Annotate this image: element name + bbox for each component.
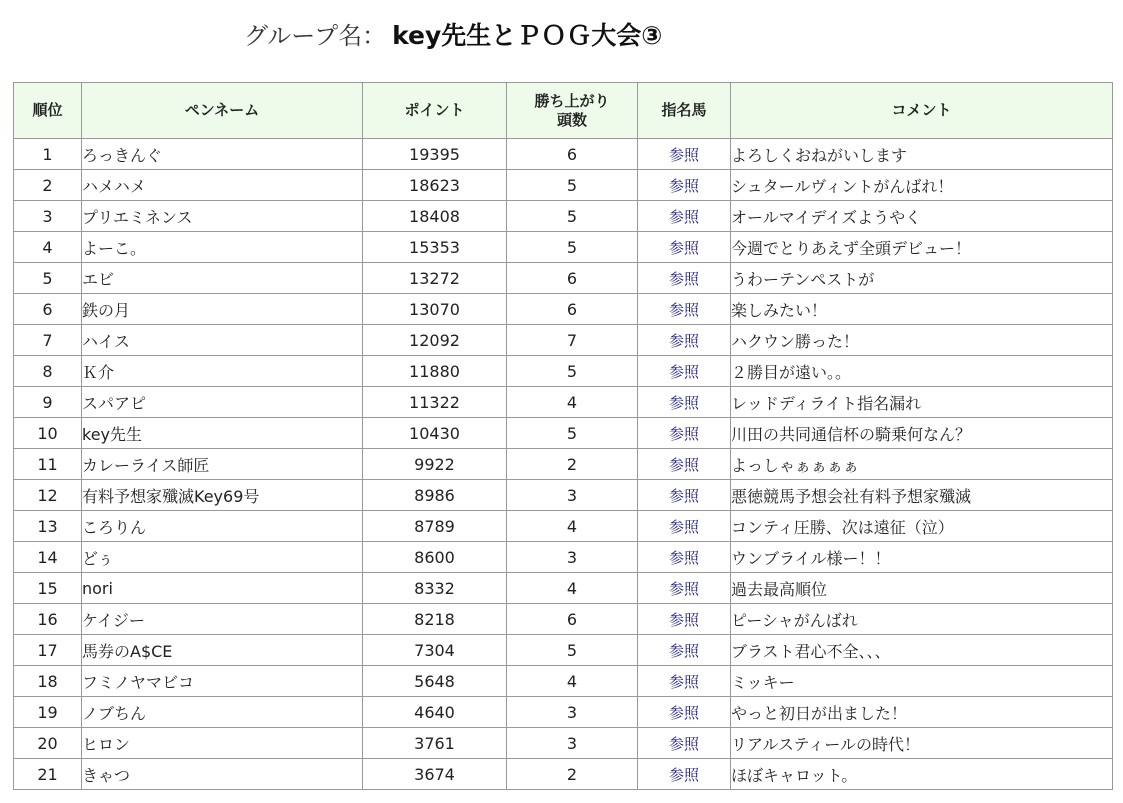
- winners-cell: 4: [507, 511, 638, 542]
- winners-cell: 5: [507, 635, 638, 666]
- comment-cell: 今週でとりあえず全頭デビュー！: [731, 232, 1113, 263]
- group-name: key先生とＰＯＧ大会③: [392, 21, 663, 50]
- penname-cell: よーこ。: [82, 232, 363, 263]
- horses-cell: [638, 418, 731, 449]
- comment-cell: ミッキー: [731, 666, 1113, 697]
- view-horses-link[interactable]: 参照: [668, 641, 699, 660]
- view-horses-link[interactable]: 参照: [668, 176, 699, 195]
- horses-cell: [638, 449, 731, 480]
- rank-cell: 19: [14, 697, 82, 728]
- points-cell: 18408: [363, 201, 507, 232]
- table-row: [14, 170, 1113, 201]
- view-horses-link[interactable]: 参照: [668, 672, 699, 691]
- penname-cell: 馬券のA$CE: [82, 635, 363, 666]
- points-cell: 11322: [363, 387, 507, 418]
- points-cell: 18623: [363, 170, 507, 201]
- table-row: [14, 573, 1113, 604]
- penname-cell: プリエミネンス: [82, 201, 363, 232]
- winners-cell: 5: [507, 356, 638, 387]
- horses-cell: [638, 604, 731, 635]
- table-row: [14, 697, 1113, 728]
- view-horses-link[interactable]: 参照: [668, 424, 699, 443]
- view-horses-link[interactable]: 参照: [668, 610, 699, 629]
- col-winners-header-line2: 頭数: [556, 110, 587, 129]
- winners-cell: 2: [507, 759, 638, 790]
- horses-cell: [638, 325, 731, 356]
- rank-cell: 18: [14, 666, 82, 697]
- table-row: [14, 418, 1113, 449]
- penname-cell: ころりん: [82, 511, 363, 542]
- table-row: [14, 728, 1113, 759]
- winners-cell: 6: [507, 604, 638, 635]
- horses-cell: [638, 759, 731, 790]
- horses-cell: [638, 201, 731, 232]
- view-horses-link[interactable]: 参照: [668, 455, 699, 474]
- view-horses-link[interactable]: 参照: [668, 579, 699, 598]
- points-cell: 8332: [363, 573, 507, 604]
- col-rank-header: 順位: [14, 83, 82, 139]
- comment-cell: ほぼキャロット。: [731, 759, 1113, 790]
- col-comment-header: コメント: [731, 83, 1113, 139]
- horses-cell: [638, 542, 731, 573]
- rank-cell: 16: [14, 604, 82, 635]
- points-cell: 9922: [363, 449, 507, 480]
- col-winners-header-line1: 勝ち上がり: [534, 91, 610, 110]
- group-title: [244, 18, 662, 54]
- winners-cell: 7: [507, 325, 638, 356]
- points-cell: 8600: [363, 542, 507, 573]
- col-horses-header: 指名馬: [638, 83, 731, 139]
- view-horses-link[interactable]: 参照: [668, 486, 699, 505]
- table-row: [14, 356, 1113, 387]
- winners-cell: 6: [507, 263, 638, 294]
- horses-cell: [638, 666, 731, 697]
- rank-cell: 9: [14, 387, 82, 418]
- penname-cell: ろっきんぐ: [82, 139, 363, 170]
- comment-cell: 悪徳競馬予想会社有料予想家殲滅: [731, 480, 1113, 511]
- rank-cell: 17: [14, 635, 82, 666]
- comment-cell: よろしくおねがいします: [731, 139, 1113, 170]
- winners-cell: 3: [507, 542, 638, 573]
- comment-cell: やっと初日が出ました！: [731, 697, 1113, 728]
- winners-cell: 3: [507, 728, 638, 759]
- comment-cell: コンティ圧勝、次は遠征（泣）: [731, 511, 1113, 542]
- horses-cell: [638, 294, 731, 325]
- comment-cell: 川田の共同通信杯の騎乗何なん？: [731, 418, 1113, 449]
- rank-cell: 12: [14, 480, 82, 511]
- winners-cell: 4: [507, 387, 638, 418]
- horses-cell: [638, 263, 731, 294]
- rank-cell: 13: [14, 511, 82, 542]
- penname-cell: ハメハメ: [82, 170, 363, 201]
- horses-cell: [638, 356, 731, 387]
- points-cell: 8789: [363, 511, 507, 542]
- points-cell: 19395: [363, 139, 507, 170]
- penname-cell: ノブちん: [82, 697, 363, 728]
- penname-cell: どぅ: [82, 542, 363, 573]
- horses-cell: [638, 139, 731, 170]
- table-row: [14, 387, 1113, 418]
- comment-cell: シュタールヴィントがんばれ！: [731, 170, 1113, 201]
- comment-cell: よっしゃぁぁぁぁ: [731, 449, 1113, 480]
- rank-cell: 4: [14, 232, 82, 263]
- points-cell: 3674: [363, 759, 507, 790]
- view-horses-link[interactable]: 参照: [668, 331, 699, 350]
- penname-cell: エビ: [82, 263, 363, 294]
- winners-cell: 2: [507, 449, 638, 480]
- table-row: [14, 666, 1113, 697]
- points-cell: 8986: [363, 480, 507, 511]
- view-horses-link[interactable]: 参照: [668, 548, 699, 567]
- points-cell: 7304: [363, 635, 507, 666]
- table-row: [14, 480, 1113, 511]
- penname-cell: 有料予想家殲滅Key69号: [82, 480, 363, 511]
- horses-cell: [638, 573, 731, 604]
- ranking-table: [13, 82, 1113, 790]
- view-horses-link[interactable]: 参照: [668, 300, 699, 319]
- view-horses-link[interactable]: 参照: [668, 703, 699, 722]
- comment-cell: ハクウン勝った！: [731, 325, 1113, 356]
- view-horses-link[interactable]: 参照: [668, 145, 699, 164]
- table-row: [14, 635, 1113, 666]
- horses-cell: [638, 697, 731, 728]
- table-row: [14, 449, 1113, 480]
- horses-cell: [638, 387, 731, 418]
- table-row: [14, 263, 1113, 294]
- points-cell: 5648: [363, 666, 507, 697]
- view-horses-link[interactable]: 参照: [668, 517, 699, 536]
- penname-cell: Ｋ介: [82, 356, 363, 387]
- table-row: [14, 511, 1113, 542]
- points-cell: 4640: [363, 697, 507, 728]
- winners-cell: 5: [507, 232, 638, 263]
- winners-cell: 3: [507, 697, 638, 728]
- winners-cell: 5: [507, 418, 638, 449]
- points-cell: 3761: [363, 728, 507, 759]
- table-row: [14, 759, 1113, 790]
- winners-cell: 6: [507, 139, 638, 170]
- rank-cell: 21: [14, 759, 82, 790]
- comment-cell: オールマイデイズようやく: [731, 201, 1113, 232]
- col-penname-header: ペンネーム: [82, 83, 363, 139]
- rank-cell: 14: [14, 542, 82, 573]
- comment-cell: ２勝目が遠い。。: [731, 356, 1113, 387]
- comment-cell: うわーテンペストが: [731, 263, 1113, 294]
- table-row: [14, 232, 1113, 263]
- table-row: [14, 201, 1113, 232]
- points-cell: 13070: [363, 294, 507, 325]
- comment-cell: ピーシャがんばれ: [731, 604, 1113, 635]
- rank-cell: 1: [14, 139, 82, 170]
- table-row: [14, 325, 1113, 356]
- table-header-row: [14, 83, 1113, 139]
- rank-cell: 8: [14, 356, 82, 387]
- points-cell: 15353: [363, 232, 507, 263]
- col-winners-header: [507, 83, 638, 139]
- penname-cell: カレーライス師匠: [82, 449, 363, 480]
- rank-cell: 3: [14, 201, 82, 232]
- table-row: [14, 294, 1113, 325]
- comment-cell: 過去最高順位: [731, 573, 1113, 604]
- penname-cell: スパアピ: [82, 387, 363, 418]
- col-points-header: ポイント: [363, 83, 507, 139]
- rank-cell: 7: [14, 325, 82, 356]
- winners-cell: 5: [507, 170, 638, 201]
- comment-cell: ブラスト君心不全、、、: [731, 635, 1113, 666]
- points-cell: 10430: [363, 418, 507, 449]
- points-cell: 13272: [363, 263, 507, 294]
- penname-cell: 鉄の月: [82, 294, 363, 325]
- rank-cell: 10: [14, 418, 82, 449]
- view-horses-link[interactable]: 参照: [668, 362, 699, 381]
- points-cell: 12092: [363, 325, 507, 356]
- winners-cell: 4: [507, 573, 638, 604]
- horses-cell: [638, 728, 731, 759]
- penname-cell: ヒロン: [82, 728, 363, 759]
- horses-cell: [638, 511, 731, 542]
- table-row: [14, 542, 1113, 573]
- points-cell: 11880: [363, 356, 507, 387]
- view-horses-link[interactable]: 参照: [668, 393, 699, 412]
- winners-cell: 4: [507, 666, 638, 697]
- group-name-label: グループ名：: [244, 22, 387, 50]
- horses-cell: [638, 635, 731, 666]
- rank-cell: 2: [14, 170, 82, 201]
- penname-cell: ハイス: [82, 325, 363, 356]
- view-horses-link[interactable]: 参照: [668, 734, 699, 753]
- winners-cell: 6: [507, 294, 638, 325]
- comment-cell: 楽しみたい！: [731, 294, 1113, 325]
- penname-cell: key先生: [82, 418, 363, 449]
- comment-cell: レッドディライト指名漏れ: [731, 387, 1113, 418]
- view-horses-link[interactable]: 参照: [668, 765, 699, 784]
- horses-cell: [638, 480, 731, 511]
- penname-cell: nori: [82, 573, 363, 604]
- rank-cell: 20: [14, 728, 82, 759]
- comment-cell: リアルスティールの時代！: [731, 728, 1113, 759]
- penname-cell: ケイジー: [82, 604, 363, 635]
- penname-cell: きゃつ: [82, 759, 363, 790]
- penname-cell: フミノヤマビコ: [82, 666, 363, 697]
- rank-cell: 15: [14, 573, 82, 604]
- view-horses-link[interactable]: 参照: [668, 269, 699, 288]
- comment-cell: ウンブライル様ー！！: [731, 542, 1113, 573]
- winners-cell: 5: [507, 201, 638, 232]
- view-horses-link[interactable]: 参照: [668, 207, 699, 226]
- rank-cell: 11: [14, 449, 82, 480]
- horses-cell: [638, 170, 731, 201]
- rank-cell: 6: [14, 294, 82, 325]
- table-row: [14, 139, 1113, 170]
- horses-cell: [638, 232, 731, 263]
- points-cell: 8218: [363, 604, 507, 635]
- table-row: [14, 604, 1113, 635]
- rank-cell: 5: [14, 263, 82, 294]
- view-horses-link[interactable]: 参照: [668, 238, 699, 257]
- winners-cell: 3: [507, 480, 638, 511]
